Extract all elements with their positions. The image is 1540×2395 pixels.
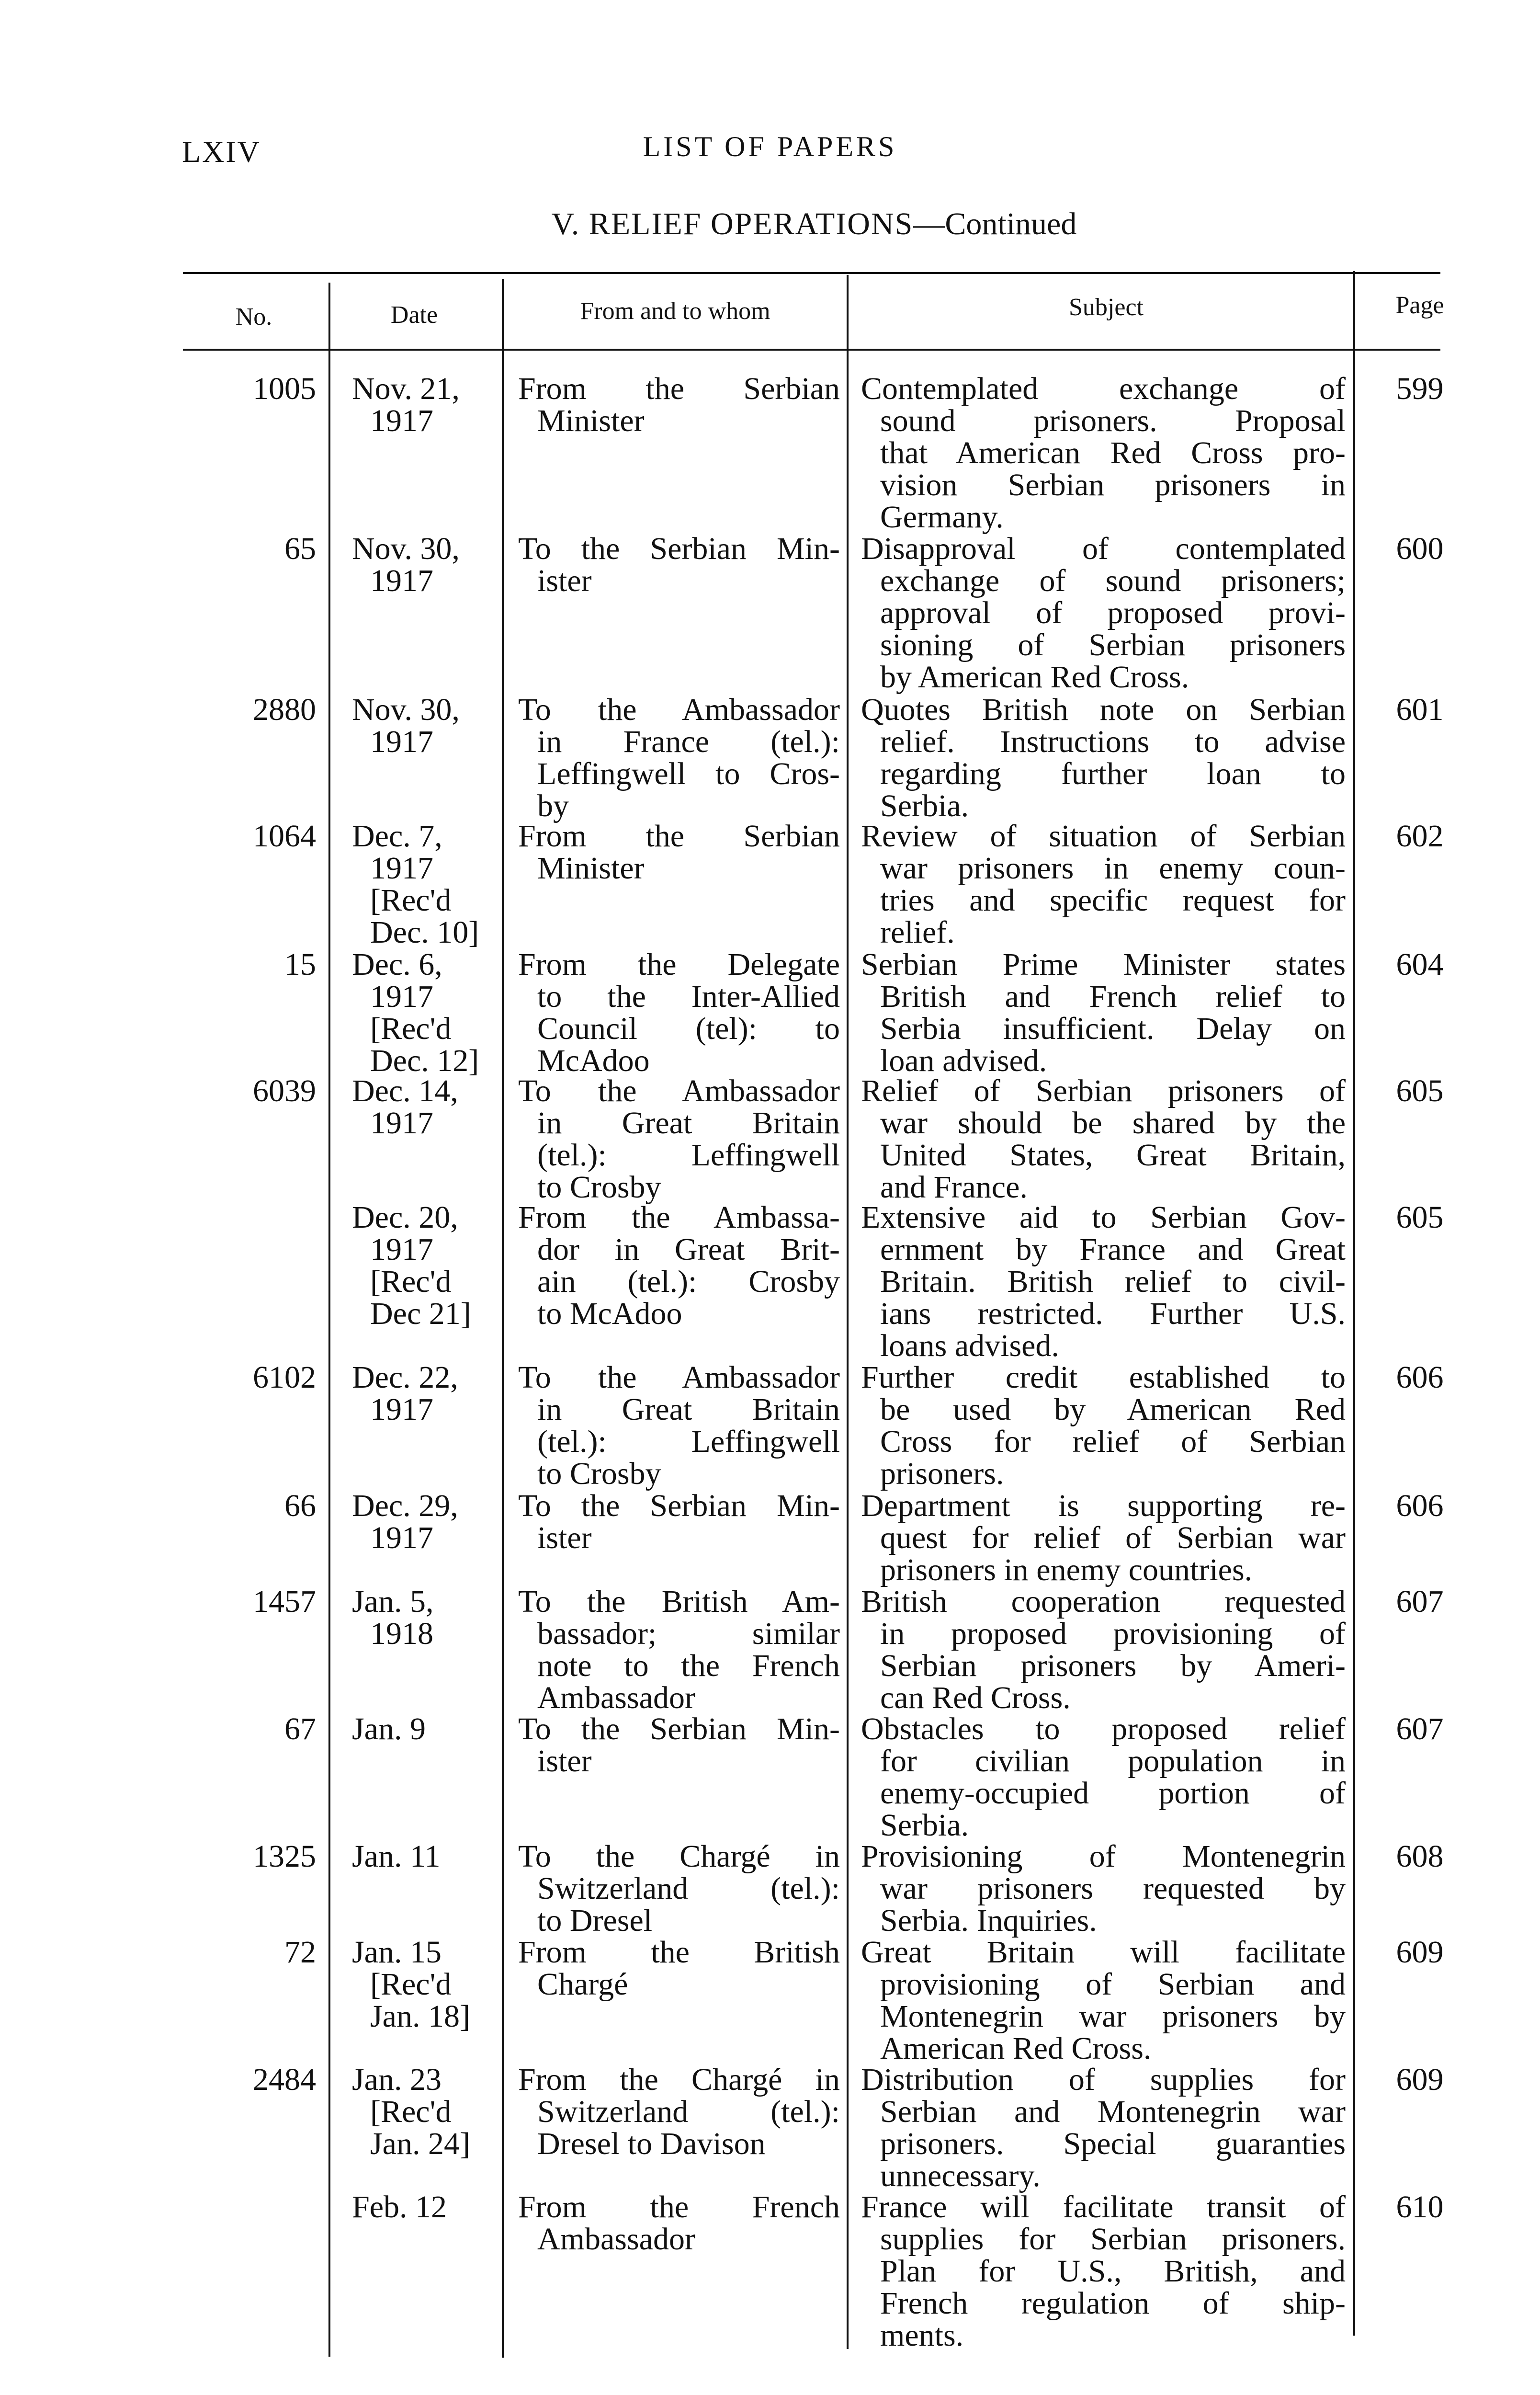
section-title	[498, 206, 1130, 242]
row-date	[352, 694, 505, 758]
row-from-to-line: To the Ambassador	[518, 1073, 840, 1108]
row-subject-line: Serbia insufficient. Delay on	[880, 1011, 1346, 1046]
row-subject	[861, 533, 1346, 693]
row-from-to-line: To the Serbian Min-	[518, 1488, 840, 1523]
row-subject-line: Serbian Prime Minister states	[861, 947, 1346, 982]
row-from-to-line: To the British Am-	[518, 1584, 840, 1619]
row-number: 6102	[253, 1360, 316, 1395]
row-date-line: Dec. 12]	[370, 1043, 479, 1078]
row-page: 609	[1396, 1935, 1444, 1970]
row-date-line: 1917	[370, 563, 433, 598]
row-from-to	[518, 1713, 840, 1777]
row-from-to-line: (tel.): Leffingwell	[537, 1424, 840, 1459]
row-from-to	[518, 1936, 840, 2000]
row-from-to-line: to Crosby	[537, 1456, 661, 1491]
row-from-to-line: To the Chargé in	[518, 1839, 840, 1874]
col-header-date: Date	[390, 301, 438, 329]
row-from-to-line: bassador; similar	[537, 1616, 840, 1651]
row-number: 1325	[253, 1839, 316, 1874]
row-page: 606	[1396, 1360, 1444, 1395]
row-date-line: Dec. 14,	[352, 1073, 458, 1108]
table-header-rule	[183, 272, 1440, 274]
row-subject-line: Quotes British note on Serbian	[861, 692, 1346, 727]
row-date	[352, 1075, 505, 1139]
row-from-to-line: ister	[537, 563, 592, 598]
row-date-line: Jan. 11	[352, 1839, 441, 1874]
row-date-line: Jan. 5,	[352, 1584, 434, 1619]
row-from-to-line: To the Ambassador	[518, 1360, 840, 1395]
row-date-line: Jan. 9	[352, 1711, 426, 1746]
row-page: 607	[1396, 1584, 1444, 1619]
row-date	[352, 1713, 505, 1745]
row-subject-line: unnecessary.	[880, 2158, 1041, 2193]
row-subject	[861, 2064, 1346, 2192]
row-subject-line: approval of proposed provi-	[880, 595, 1346, 630]
row-subject-line: tries and specific request for	[880, 883, 1346, 918]
row-subject	[861, 1585, 1346, 1714]
row-subject	[861, 820, 1346, 948]
row-subject-line: Britain. British relief to civil-	[880, 1264, 1346, 1299]
column-rule-subject	[847, 275, 849, 2349]
row-from-to	[518, 1585, 840, 1714]
row-number: 66	[284, 1488, 316, 1523]
row-date-line: 1917	[370, 979, 433, 1014]
row-date-line: 1917	[370, 851, 433, 886]
row-date-line: 1917	[370, 1106, 433, 1140]
row-from-to-line: dor in Great Brit-	[537, 1232, 840, 1267]
row-subject-line: Cross for relief of Serbian	[880, 1424, 1346, 1459]
row-subject	[861, 373, 1346, 533]
row-number: 2880	[253, 692, 316, 727]
row-date-line: Dec. 6,	[352, 947, 442, 982]
row-subject-line: relief. Instructions to advise	[880, 724, 1346, 759]
row-from-to-line: in Great Britain	[537, 1106, 840, 1140]
row-subject-line: Serbian prisoners by Ameri-	[880, 1648, 1346, 1683]
row-from-to-line: Ambassador	[537, 2222, 695, 2257]
row-subject-line: Relief of Serbian prisoners of	[861, 1073, 1346, 1108]
row-from-to-line: note to the French	[537, 1648, 840, 1683]
row-date	[352, 2191, 505, 2223]
row-subject-line: for civilian population in	[880, 1744, 1346, 1779]
row-page: 601	[1396, 692, 1444, 727]
row-subject-line: Serbia. Inquiries.	[880, 1903, 1097, 1938]
row-date-line: [Rec'd	[370, 1967, 452, 2002]
row-from-to-line: To the Ambassador	[518, 692, 840, 727]
row-from-to-line: to the Inter-Allied	[537, 979, 840, 1014]
row-subject-line: Extensive aid to Serbian Gov-	[861, 1200, 1346, 1235]
row-page: 600	[1396, 531, 1444, 566]
row-subject-line: sound prisoners. Proposal	[880, 403, 1346, 438]
row-date-line: Dec 21]	[370, 1296, 471, 1331]
row-subject-line: United States, Great Britain,	[880, 1138, 1346, 1173]
row-date	[352, 1840, 505, 1872]
row-from-to	[518, 694, 840, 822]
row-subject-line: ernment by France and Great	[880, 1232, 1346, 1267]
row-page: 608	[1396, 1839, 1444, 1874]
row-page: 609	[1396, 2062, 1444, 2097]
row-from-to-line: ain (tel.): Crosby	[537, 1264, 840, 1299]
row-number: 65	[284, 531, 316, 566]
row-subject-line: Disapproval of contemplated	[861, 531, 1346, 566]
row-date-line: Jan. 15	[352, 1935, 442, 1970]
row-date	[352, 820, 505, 948]
row-from-to-line: in Great Britain	[537, 1392, 840, 1427]
row-from-to-line: Minister	[537, 851, 645, 886]
row-subject-line: British and French relief to	[880, 979, 1346, 1014]
row-subject-line: Review of situation of Serbian	[861, 819, 1346, 854]
row-page: 607	[1396, 1711, 1444, 1746]
column-rule-date	[328, 283, 330, 2357]
row-subject-line: Department is supporting re-	[861, 1488, 1346, 1523]
row-from-to-line: From the Chargé in	[518, 2062, 840, 2097]
row-subject	[861, 1936, 1346, 2064]
row-from-to-line: To the Serbian Min-	[518, 1711, 840, 1746]
row-subject-line: and France.	[880, 1170, 1028, 1205]
row-from-to-line: Switzerland (tel.):	[537, 1871, 840, 1906]
row-date-line: [Rec'd	[370, 2094, 452, 2129]
row-from-to-line: (tel.): Leffingwell	[537, 1138, 840, 1173]
row-subject-line: relief.	[880, 915, 955, 950]
row-number: 1064	[253, 819, 316, 854]
row-from-to-line: Council (tel): to	[537, 1011, 840, 1046]
row-subject-line: French regulation of ship-	[880, 2286, 1346, 2321]
row-date	[352, 948, 505, 1077]
row-subject-line: Contemplated exchange of	[861, 371, 1346, 406]
row-date-line: Dec. 10]	[370, 915, 479, 950]
row-from-to-line: Switzerland (tel.):	[537, 2094, 840, 2129]
row-from-to-line: From the Serbian	[518, 819, 840, 854]
row-from-to-line: Ambassador	[537, 1680, 695, 1715]
row-subject-line: prisoners.	[880, 1456, 1004, 1491]
row-from-to	[518, 1840, 840, 1937]
column-header-rule	[183, 349, 1440, 351]
row-from-to-line: To the Serbian Min-	[518, 531, 840, 566]
row-date-line: Dec. 7,	[352, 819, 442, 854]
column-rule-page	[1353, 271, 1355, 2336]
row-date	[352, 1936, 505, 2032]
row-number: 72	[284, 1935, 316, 1970]
row-subject-line: be used by American Red	[880, 1392, 1346, 1427]
row-subject	[861, 1840, 1346, 1937]
row-date-line: 1917	[370, 1392, 433, 1427]
row-page: 602	[1396, 819, 1444, 854]
row-subject-line: prisoners. Special guaranties	[880, 2126, 1346, 2161]
row-page: 605	[1396, 1073, 1444, 1108]
row-subject-line: sioning of Serbian prisoners	[880, 627, 1346, 662]
row-subject-line: by American Red Cross.	[880, 660, 1189, 695]
row-page: 610	[1396, 2190, 1444, 2224]
row-page: 606	[1396, 1488, 1444, 1523]
row-subject-line: exchange of sound prisoners;	[880, 563, 1346, 598]
row-from-to-line: From the Delegate	[518, 947, 840, 982]
row-date-line: Dec. 29,	[352, 1488, 458, 1523]
row-from-to-line: From the British	[518, 1935, 840, 1970]
row-subject-line: ments.	[880, 2318, 964, 2353]
row-from-to-line: Minister	[537, 403, 645, 438]
row-from-to-line: ister	[537, 1520, 592, 1555]
col-header-subject: Subject	[1069, 294, 1144, 321]
row-from-to-line: to Dresel	[537, 1903, 653, 1938]
row-from-to-line: From the French	[518, 2190, 840, 2224]
row-subject-line: war prisoners in enemy coun-	[880, 851, 1346, 886]
row-from-to	[518, 948, 840, 1077]
row-date	[352, 1490, 505, 1554]
row-subject-line: loans advised.	[880, 1328, 1059, 1363]
row-subject-line: Distribution of supplies for	[861, 2062, 1346, 2097]
row-subject-line: war should be shared by the	[880, 1106, 1346, 1140]
page-roman-numeral: LXIV	[182, 135, 261, 169]
row-subject-line: France will facilitate transit of	[861, 2190, 1346, 2224]
row-number: 1005	[253, 371, 316, 406]
col-header-no: No.	[235, 303, 272, 331]
row-from-to	[518, 1075, 840, 1203]
row-subject-line: vision Serbian prisoners in	[880, 468, 1346, 502]
row-subject	[861, 1361, 1346, 1490]
row-date-line: Dec. 22,	[352, 1360, 458, 1395]
row-date	[352, 1585, 505, 1650]
row-from-to-line: Chargé	[537, 1967, 628, 2002]
row-subject-line: quest for relief of Serbian war	[880, 1520, 1346, 1555]
row-from-to	[518, 2191, 840, 2255]
row-from-to-line: to McAdoo	[537, 1296, 682, 1331]
row-date-line: [Rec'd	[370, 1011, 452, 1046]
row-subject-line: can Red Cross.	[880, 1680, 1071, 1715]
row-date-line: Jan. 18]	[370, 1999, 470, 2034]
row-number: 15	[284, 947, 316, 982]
row-subject	[861, 1713, 1346, 1841]
row-subject-line: British cooperation requested	[861, 1584, 1346, 1619]
row-date-line: Dec. 20,	[352, 1200, 458, 1235]
row-subject-line: Provisioning of Montenegrin	[861, 1839, 1346, 1874]
row-from-to-line: in France (tel.):	[537, 724, 840, 759]
row-subject-line: Further credit established to	[861, 1360, 1346, 1395]
row-date-line: Nov. 30,	[352, 531, 460, 566]
row-subject-line: regarding further loan to	[880, 756, 1346, 791]
row-subject-line: Germany.	[880, 500, 1004, 535]
row-from-to	[518, 1490, 840, 1554]
row-date-line: 1918	[370, 1616, 433, 1651]
row-page: 605	[1396, 1200, 1444, 1235]
row-from-to	[518, 820, 840, 884]
row-number: 1457	[253, 1584, 316, 1619]
row-date-line: 1917	[370, 724, 433, 759]
row-from-to-line: Dresel to Davison	[537, 2126, 766, 2161]
row-date-line: Jan. 24]	[370, 2126, 470, 2161]
row-date	[352, 1201, 505, 1330]
row-subject-line: Great Britain will facilitate	[861, 1935, 1346, 1970]
row-from-to-line: From the Ambassa-	[518, 1200, 840, 1235]
row-from-to-line: From the Serbian	[518, 371, 840, 406]
row-subject	[861, 1201, 1346, 1362]
col-header-page: Page	[1395, 292, 1444, 319]
row-number: 2484	[253, 2062, 316, 2097]
row-number: 6039	[253, 1073, 316, 1108]
row-date	[352, 533, 505, 597]
row-date-line: [Rec'd	[370, 1264, 452, 1299]
row-date	[352, 2064, 505, 2160]
row-subject-line: Serbian and Montenegrin war	[880, 2094, 1346, 2129]
row-subject-line: American Red Cross.	[880, 2031, 1152, 2066]
row-subject	[861, 694, 1346, 822]
row-date-line: 1917	[370, 403, 433, 438]
row-subject-line: Serbia.	[880, 788, 969, 823]
row-subject	[861, 2191, 1346, 2351]
row-from-to	[518, 2064, 840, 2160]
row-subject-line: in proposed provisioning of	[880, 1616, 1346, 1651]
row-from-to-line: to Crosby	[537, 1170, 661, 1205]
row-number: 67	[284, 1711, 316, 1746]
row-subject-line: war prisoners requested by	[880, 1871, 1346, 1906]
row-subject-line: prisoners in enemy countries.	[880, 1552, 1253, 1587]
row-date	[352, 373, 505, 437]
row-from-to-line: Leffingwell to Cros-	[537, 756, 840, 791]
row-subject	[861, 948, 1346, 1077]
row-from-to	[518, 373, 840, 437]
row-date-line: [Rec'd	[370, 883, 452, 918]
col-header-from: From and to whom	[580, 297, 770, 325]
row-date	[352, 1361, 505, 1426]
row-date-line: Nov. 30,	[352, 692, 460, 727]
row-from-to	[518, 533, 840, 597]
row-subject-line: loan advised.	[880, 1043, 1047, 1078]
row-subject	[861, 1075, 1346, 1203]
row-subject-line: provisioning of Serbian and	[880, 1967, 1346, 2002]
row-date-line: Nov. 21,	[352, 371, 460, 406]
row-subject-line: Obstacles to proposed relief	[861, 1711, 1346, 1746]
row-subject-line: supplies for Serbian prisoners.	[880, 2222, 1346, 2257]
row-page: 604	[1396, 947, 1444, 982]
row-subject-line: Plan for U.S., British, and	[880, 2254, 1346, 2289]
row-from-to	[518, 1361, 840, 1490]
row-date-line: Feb. 12	[352, 2190, 447, 2224]
row-subject-line: that American Red Cross pro-	[880, 435, 1346, 470]
row-from-to	[518, 1201, 840, 1330]
section-title-continued: —Continued	[913, 206, 1077, 241]
row-page: 599	[1396, 371, 1444, 406]
section-title-main: V. RELIEF OPERATIONS	[551, 206, 914, 241]
row-from-to-line: ister	[537, 1744, 592, 1779]
row-from-to-line: by	[537, 788, 569, 823]
row-subject-line: Montenegrin war prisoners by	[880, 1999, 1346, 2034]
running-title: LIST OF PAPERS	[643, 131, 897, 162]
row-date-line: 1917	[370, 1232, 433, 1267]
row-subject	[861, 1490, 1346, 1586]
row-date-line: Jan. 23	[352, 2062, 442, 2097]
row-subject-line: enemy-occupied portion of	[880, 1776, 1346, 1811]
row-subject-line: ians restricted. Further U.S.	[880, 1296, 1346, 1331]
row-date-line: 1917	[370, 1520, 433, 1555]
row-from-to-line: McAdoo	[537, 1043, 650, 1078]
row-subject-line: Serbia.	[880, 1808, 969, 1843]
